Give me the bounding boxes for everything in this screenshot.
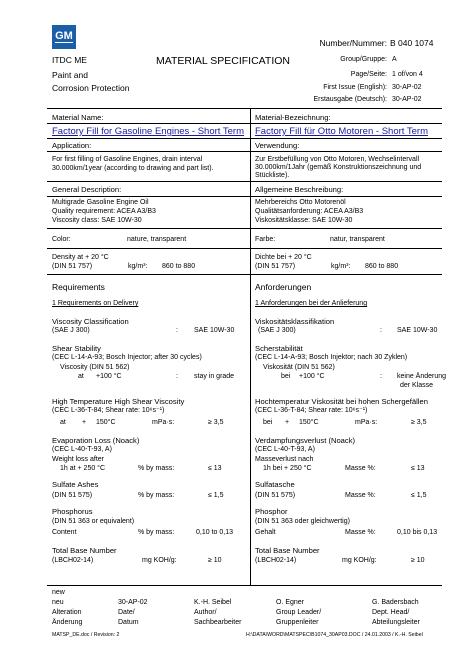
requirements-title: Requirements bbox=[52, 282, 105, 292]
row-rule bbox=[47, 274, 442, 275]
phosphor-unit: Masse %: bbox=[345, 529, 376, 536]
viscosity-title: Viscosity Classification bbox=[52, 317, 129, 326]
evap-title: Evaporation Loss (Noack) bbox=[52, 436, 140, 445]
dept-line-2: Corrosion Protection bbox=[52, 83, 130, 93]
sulfatasche-title: Sulfatasche bbox=[255, 480, 295, 489]
phosphor-sub: (DIN 51 363 oder gleichwertig) bbox=[255, 518, 350, 525]
application-label: Application: bbox=[52, 141, 92, 150]
phosphor-value: 0,10 bis 0,13 bbox=[397, 529, 438, 536]
row-rule bbox=[47, 228, 442, 229]
phosphor-title: Phosphor bbox=[255, 507, 288, 516]
verdampfung-unit: Masse %: bbox=[345, 465, 376, 472]
viskositaet-value: SAE 10W-30 bbox=[397, 327, 438, 334]
shear-temp: +100 °C bbox=[96, 373, 122, 380]
shear-viscosity: Viscosity (DIN 51 562) bbox=[60, 364, 130, 371]
dept-line-1: Paint and bbox=[52, 70, 88, 80]
ash-value: ≤ 1,5 bbox=[208, 492, 224, 499]
hochtemp-sub: (CEC L-36-T-84; Shear rate: 10⁶s⁻¹) bbox=[255, 407, 368, 414]
document-title: MATERIAL SPECIFICATION bbox=[156, 55, 290, 67]
phos-content: Content bbox=[52, 529, 77, 536]
viscosity-value: SAE 10W-30 bbox=[194, 327, 235, 334]
shear-sub: (CEC L-14-A-93; Bosch Injector; after 30 cycles) bbox=[52, 354, 202, 361]
verdampfung-title: Verdampfungsverlust (Noack) bbox=[255, 436, 356, 445]
allgemeine-label: Allgemeine Beschreibung: bbox=[255, 185, 344, 194]
material-name-label: Material Name: bbox=[52, 113, 104, 122]
material-name: Factory Fill for Gasoline Engines - Short Term bbox=[52, 126, 245, 137]
scher-temp: +100 °C bbox=[299, 373, 325, 380]
shear-value: stay in grade bbox=[194, 373, 235, 380]
verwendung-label: Verwendung: bbox=[255, 141, 300, 150]
evap-sub: (CEC L-40-T-93, A) bbox=[52, 446, 112, 453]
hochtemp-value: ≥ 3,5 bbox=[411, 419, 427, 426]
evap-value: ≤ 13 bbox=[208, 465, 222, 472]
erstausgabe-label: Erstausgabe (Deutsch): bbox=[313, 96, 387, 103]
sulfatasche-sub: (DIN 51 575) bbox=[255, 492, 296, 499]
scherstabilitaet-title: Scherstabilität bbox=[255, 344, 303, 353]
sulfatasche-unit: Masse %: bbox=[345, 492, 376, 499]
number-value: B 040 1074 bbox=[390, 38, 434, 48]
ash-title: Sulfate Ashes bbox=[52, 480, 99, 489]
dichte-line-2: (DIN 51 757) bbox=[255, 263, 296, 270]
hochtemp-temp: 150°C bbox=[299, 419, 319, 426]
hochtemp-plus: + bbox=[285, 419, 290, 426]
hths-title: High Temperature High Shear Viscosity bbox=[52, 397, 185, 406]
first-issue-label: First Issue (English): bbox=[323, 84, 387, 91]
erstausgabe-value: 30-AP-02 bbox=[392, 96, 422, 103]
shear-at: at bbox=[78, 373, 84, 380]
footer-col1-1: neu bbox=[52, 599, 64, 606]
hochtemp-unit: mPa·s: bbox=[355, 419, 378, 426]
row-rule bbox=[47, 123, 442, 124]
hths-plus: + bbox=[82, 419, 87, 426]
footer-path: H:\DATA\WORD\MATSPEC\B1074_30AP03.DOC / 24.01.2003 / K.-H. Seibel bbox=[246, 632, 423, 638]
verwendung-text-1: Zur Erstbefüllung von Otto Motoren, Wechselintervall bbox=[255, 156, 420, 163]
first-issue-value: 30-AP-02 bbox=[392, 84, 422, 91]
footer-group-leader: O. Egner bbox=[276, 599, 305, 606]
hths-value: ≥ 3,5 bbox=[208, 419, 224, 426]
dichte-unit: kg/m³: bbox=[331, 263, 351, 270]
viskositaet-sub: (SAE J 300) bbox=[258, 327, 296, 334]
shear-colon: : bbox=[176, 373, 178, 380]
scher-viskositaet: Viskosität (DIN 51 562) bbox=[263, 364, 335, 371]
viskositaet-title: Viskositätsklassifikation bbox=[255, 317, 335, 326]
density-line-2: (DIN 51 757) bbox=[52, 263, 93, 270]
footer-dept-head-label: Dept. Head/ bbox=[372, 609, 410, 616]
phosphor-gehalt: Gehalt bbox=[255, 529, 276, 536]
viskositaet-colon: : bbox=[380, 327, 382, 334]
footer-gruppenleiter-label: Gruppenleiter bbox=[276, 619, 319, 626]
row-rule bbox=[47, 196, 442, 197]
general-label: General Description: bbox=[52, 185, 122, 194]
footer-dept-head: G. Badersbach bbox=[372, 599, 419, 606]
allgemeine-line-3: Viskositätsklasse: SAE 10W-30 bbox=[255, 217, 353, 224]
masseverlust: Masseverlust nach bbox=[255, 456, 314, 463]
tbn-title: Total Base Number bbox=[52, 546, 117, 555]
dichte-value: 860 to 880 bbox=[365, 263, 399, 270]
hths-sub: (CEC L-36-T-84; Shear rate: 10⁶s⁻¹) bbox=[52, 407, 165, 414]
scherstabilitaet-sub: (CEC L-14-A-93; Bosch Injektor; nach 30 Zyklen) bbox=[255, 354, 408, 361]
hochtemp-bei: bei bbox=[263, 419, 273, 426]
footer-col1-3: Änderung bbox=[52, 619, 83, 626]
verdampfung-value: ≤ 13 bbox=[411, 465, 425, 472]
farbe-value: natur, transparent bbox=[330, 236, 385, 243]
footer-date-label: Date/ bbox=[118, 609, 135, 616]
general-line-3: Viscosity class: SAE 10W-30 bbox=[52, 217, 142, 224]
density-value: 860 to 880 bbox=[162, 263, 196, 270]
verdampfung-time: 1h bei + 250 °C bbox=[263, 465, 312, 472]
color-label: Color: bbox=[52, 236, 71, 243]
phos-unit: % by mass: bbox=[138, 529, 175, 536]
application-text-1: For first filling of Gasoline Engines, drain interval bbox=[52, 156, 203, 163]
footer-datum-label: Datum bbox=[118, 619, 139, 626]
tbn-sub: (LBCH02-14) bbox=[52, 557, 94, 564]
viscosity-sub: (SAE J 300) bbox=[52, 327, 90, 334]
tbn-sub-de: (LBCH02-14) bbox=[255, 557, 297, 564]
hths-at: at bbox=[60, 419, 66, 426]
hths-unit: mPa·s: bbox=[152, 419, 175, 426]
scher-value-1: keine Änderung bbox=[397, 373, 447, 380]
farbe-label: Farbe: bbox=[255, 236, 276, 243]
tbn-value: ≥ 10 bbox=[208, 557, 222, 564]
footer-rule bbox=[47, 585, 442, 586]
org-name: ITDC ME bbox=[52, 55, 87, 65]
phos-sub: (DIN 51 363 or equivalent) bbox=[52, 518, 135, 525]
tbn-unit: mg KOH/g: bbox=[142, 557, 177, 564]
page-label: Page/Seite: bbox=[350, 71, 387, 78]
phos-title: Phosphorus bbox=[52, 507, 93, 516]
shear-title: Shear Stability bbox=[52, 344, 101, 353]
requirements-delivery: 1 Requirements on Delivery bbox=[52, 300, 139, 307]
footer-abteilungsleiter-label: Abteilungsleiter bbox=[372, 619, 420, 626]
verwendung-text-3: Stückliste). bbox=[255, 172, 290, 179]
tbn-value-de: ≥ 10 bbox=[411, 557, 425, 564]
dichte-line-1: Dichte bei + 20 °C bbox=[255, 254, 312, 261]
footer-sachbearbeiter-label: Sachbearbeiter bbox=[194, 619, 242, 626]
general-line-2: Quality requirement: ACEA A3/B3 bbox=[52, 208, 156, 215]
footer-revision: MATSP_DE.doc / Revision: 2 bbox=[52, 632, 120, 638]
verdampfung-sub: (CEC L-40-T-93, A) bbox=[255, 446, 315, 453]
scher-bei: bei bbox=[281, 373, 291, 380]
scher-value-2: der Klasse bbox=[400, 382, 434, 389]
phos-value: 0,10 to 0,13 bbox=[196, 529, 233, 536]
row-rule bbox=[47, 138, 442, 139]
tbn-title-de: Total Base Number bbox=[255, 546, 320, 555]
number-label: Number/Nummer: bbox=[319, 38, 387, 48]
verwendung-text-2: 30.000km/1Jahr (gemäß Konstruktionszeichnung und bbox=[255, 164, 422, 171]
row-rule bbox=[47, 248, 442, 249]
gm-logo: GM bbox=[52, 25, 76, 49]
hths-temp: 150°C bbox=[96, 419, 116, 426]
ash-unit: % by mass: bbox=[138, 492, 175, 499]
hochtemp-title: Hochtemperatur Viskosität bei hohen Schergefällen bbox=[255, 397, 428, 406]
row-rule bbox=[47, 181, 442, 182]
sulfatasche-value: ≤ 1,5 bbox=[411, 492, 427, 499]
material-bezeichnung-label: Material-Bezeichnung: bbox=[255, 113, 331, 122]
anforderungen-title: Anforderungen bbox=[255, 282, 312, 292]
column-divider bbox=[250, 108, 251, 585]
evap-unit: % by mass: bbox=[138, 465, 175, 472]
anforderungen-anlieferung: 1 Anforderungen bei der Anlieferung bbox=[255, 300, 368, 307]
density-line-1: Density at + 20 °C bbox=[52, 254, 109, 261]
footer-author-label: Author/ bbox=[194, 609, 217, 616]
header-rule bbox=[47, 108, 442, 109]
footer-author: K.-H. Seibel bbox=[194, 599, 232, 606]
row-rule bbox=[47, 151, 442, 152]
general-line-1: Multigrade Gasoline Engine Oil bbox=[52, 199, 149, 206]
application-text-2: 30.000km/1year (according to drawing and part list). bbox=[52, 165, 214, 172]
footer-date: 30-AP-02 bbox=[118, 599, 148, 606]
footer-group-leader-label: Group Leader/ bbox=[276, 609, 322, 616]
group-label: Group/Gruppe: bbox=[340, 56, 387, 63]
group-value: A bbox=[392, 56, 397, 63]
footer-new: new bbox=[52, 589, 65, 596]
footer-col1-2: Alteration bbox=[52, 609, 82, 616]
evap-time: 1h at + 250 °C bbox=[60, 465, 106, 472]
viscosity-colon: : bbox=[176, 327, 178, 334]
allgemeine-line-1: Mehrbereichs Otto Motorenöl bbox=[255, 199, 346, 206]
scher-colon: : bbox=[380, 373, 382, 380]
color-value: nature, transparent bbox=[127, 236, 187, 243]
ash-sub: (DIN 51 575) bbox=[52, 492, 93, 499]
page-value: 1 of/von 4 bbox=[392, 71, 423, 78]
allgemeine-line-2: Qualitätsanforderung: ACEA A3/B3 bbox=[255, 208, 364, 215]
tbn-unit-de: mg KOH/g: bbox=[342, 557, 377, 564]
density-unit: kg/m³: bbox=[128, 263, 148, 270]
material-bezeichnung: Factory Fill für Otto Motoren - Short Term bbox=[255, 126, 428, 137]
evap-weight-loss: Weight loss after bbox=[52, 456, 105, 463]
